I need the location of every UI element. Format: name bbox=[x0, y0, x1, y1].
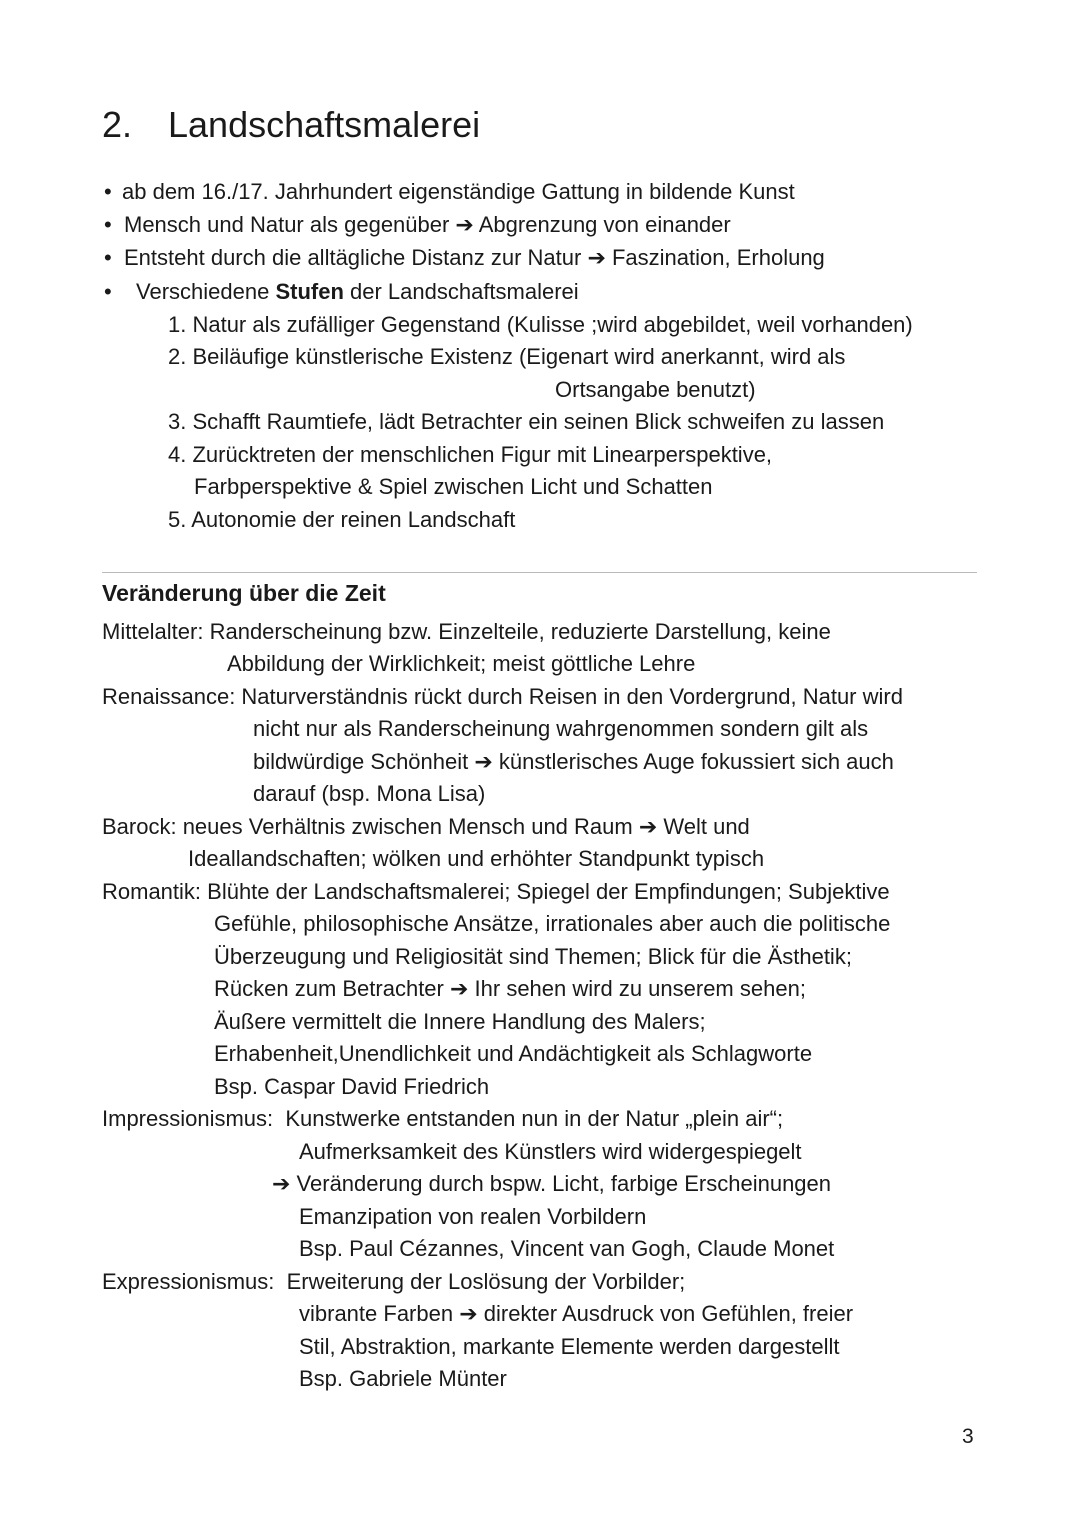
timeline-line: Stil, Abstraktion, markante Elemente werden dargestellt bbox=[299, 1334, 840, 1359]
stufe-item-continuation: Farbperspektive & Spiel zwischen Licht und Schatten bbox=[194, 474, 713, 499]
bullet-item: Mensch und Natur als gegenüber ➔ Abgrenzung von einander bbox=[124, 212, 731, 237]
timeline-line: Mittelalter: Randerscheinung bzw. Einzelteile, reduzierte Darstellung, keine bbox=[102, 619, 831, 644]
timeline-line: Expressionismus: Erweiterung der Loslösung der Vorbilder; bbox=[102, 1269, 686, 1294]
page-number: 3 bbox=[962, 1425, 974, 1448]
timeline-line: nicht nur als Randerscheinung wahrgenommen sondern gilt als bbox=[253, 716, 869, 741]
stufe-item: 1. Natur als zufälliger Gegenstand (Kulisse ;wird abgebildet, weil vorhanden) bbox=[168, 312, 913, 337]
stufen-text-after: der Landschaftsmalerei bbox=[343, 279, 579, 304]
stufe-item: 3. Schafft Raumtiefe, lädt Betrachter ein seinen Blick schweifen zu lassen bbox=[168, 409, 885, 434]
timeline-line: Überzeugung und Religiosität sind Themen; Blick für die Ästhetik; bbox=[214, 944, 852, 969]
timeline-line: Romantik: Blühte der Landschaftsmalerei; Spiegel der Empfindungen; Subjektive bbox=[102, 879, 890, 904]
timeline-line: Gefühle, philosophische Ansätze, irrationales aber auch die politische bbox=[214, 911, 891, 936]
timeline-line: bildwürdige Schönheit ➔ künstlerisches Auge fokussiert sich auch bbox=[253, 749, 894, 774]
stufe-item-continuation: Ortsangabe benutzt) bbox=[555, 377, 756, 402]
bullet-item: ab dem 16./17. Jahrhundert eigenständige Gattung in bildende Kunst bbox=[122, 179, 795, 204]
timeline-line: Bsp. Paul Cézannes, Vincent van Gogh, Claude Monet bbox=[299, 1236, 835, 1261]
timeline-heading: Veränderung über die Zeit bbox=[102, 580, 386, 606]
bullet-item-stufen bbox=[136, 276, 579, 308]
bullet-dot: • bbox=[104, 279, 112, 304]
timeline-line: Renaissance: Naturverständnis rückt durch Reisen in den Vordergrund, Natur wird bbox=[102, 684, 903, 709]
timeline-line: darauf (bsp. Mona Lisa) bbox=[253, 781, 486, 806]
timeline-line: Rücken zum Betrachter ➔ Ihr sehen wird zu unserem sehen; bbox=[214, 976, 806, 1001]
timeline-line: vibrante Farben ➔ direkter Ausdruck von Gefühlen, freier bbox=[299, 1301, 854, 1326]
horizontal-divider bbox=[102, 572, 977, 573]
timeline-line: Emanzipation von realen Vorbildern bbox=[299, 1204, 647, 1229]
timeline-line: Bsp. Gabriele Münter bbox=[299, 1366, 507, 1391]
timeline-line: Bsp. Caspar David Friedrich bbox=[214, 1074, 490, 1099]
bullet-item: Entsteht durch die alltägliche Distanz zur Natur ➔ Faszination, Erholung bbox=[124, 245, 825, 270]
bullet-dot: • bbox=[104, 212, 112, 237]
bullet-dot: • bbox=[104, 179, 112, 204]
bullet-dot: • bbox=[104, 245, 112, 270]
timeline-line: Ideallandschaften; wölken und erhöhter Standpunkt typisch bbox=[188, 846, 765, 871]
timeline-line: Impressionismus: Kunstwerke entstanden nun in der Natur „plein air“; bbox=[102, 1106, 784, 1131]
stufe-item: 4. Zurücktreten der menschlichen Figur mit Linearperspektive, bbox=[168, 442, 773, 467]
stufe-item: 5. Autonomie der reinen Landschaft bbox=[168, 507, 516, 532]
timeline-line: ➔ Veränderung durch bspw. Licht, farbige Erscheinungen bbox=[272, 1171, 832, 1196]
section-heading bbox=[102, 102, 480, 148]
stufe-item: 2. Beiläufige künstlerische Existenz (Eigenart wird anerkannt, wird als bbox=[168, 344, 846, 369]
timeline-line: Barock: neues Verhältnis zwischen Mensch und Raum ➔ Welt und bbox=[102, 814, 750, 839]
timeline-line: Erhabenheit,Unendlichkeit und Andächtigkeit als Schlagworte bbox=[214, 1041, 813, 1066]
timeline-line: Abbildung der Wirklichkeit; meist göttliche Lehre bbox=[227, 651, 696, 676]
timeline-line: Aufmerksamkeit des Künstlers wird widergespiegelt bbox=[299, 1139, 802, 1164]
stufen-text-before: Verschiedene bbox=[136, 279, 276, 304]
section-title: Landschaftsmalerei bbox=[168, 104, 481, 145]
section-number: 2. bbox=[102, 104, 133, 145]
timeline-line: Äußere vermittelt die Innere Handlung des Malers; bbox=[214, 1009, 706, 1034]
stufen-bold: Stufen bbox=[275, 279, 344, 304]
